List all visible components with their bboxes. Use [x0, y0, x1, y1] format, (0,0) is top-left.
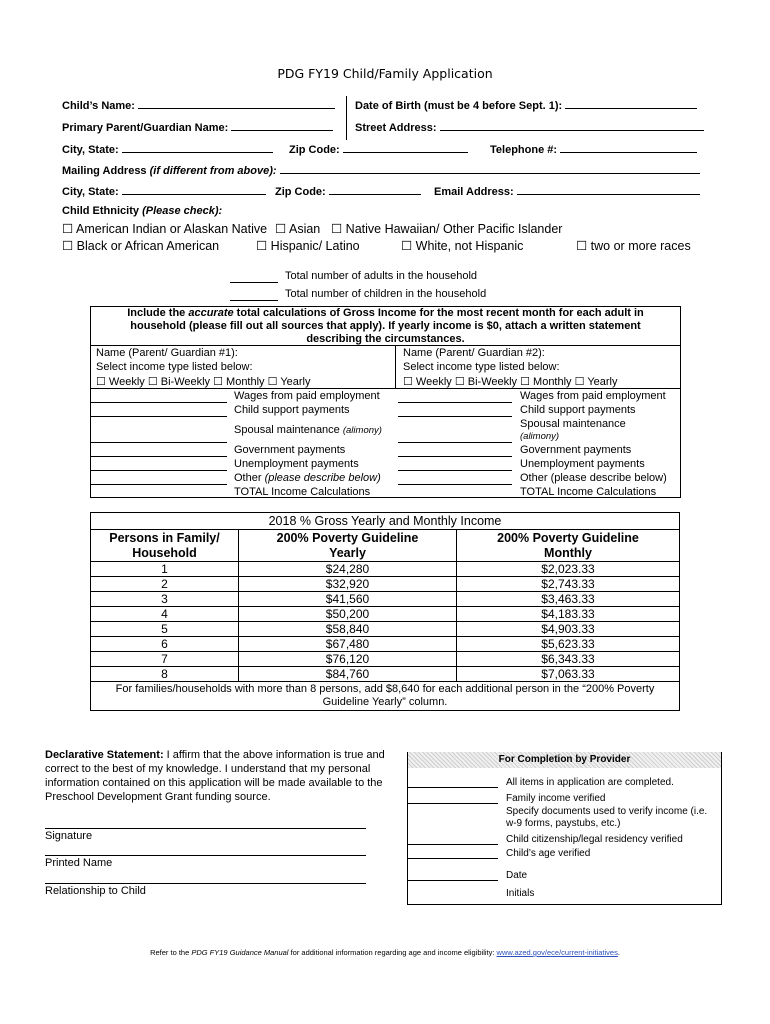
provider-item-documents: Specify documents used to verify income (i.e. [506, 806, 708, 817]
g1-other-label: Other (please describe below) [234, 472, 381, 484]
guardian-2-select-label: Select income type listed below: [403, 361, 560, 373]
g1-government-input[interactable] [91, 456, 227, 457]
yearly-cell: $24,280 [239, 562, 457, 577]
monthly-cell: $3,463.33 [457, 592, 680, 607]
income-header-line-1: Include the accurate total calculations of Gross Income for the most recent month for each adult in [127, 307, 644, 319]
provider-income-line[interactable] [408, 803, 498, 804]
col-monthly-header: 200% Poverty Guideline Monthly [457, 530, 680, 562]
adults-count-input[interactable] [230, 282, 278, 283]
g2-unemployment-label: Unemployment payments [520, 458, 645, 470]
mailing-note: (if different from above): [149, 165, 277, 177]
column-divider [346, 96, 347, 140]
parent-name-label: Primary Parent/Guardian Name: [62, 122, 229, 134]
mailing-input[interactable] [280, 163, 700, 174]
city-state-input[interactable] [122, 142, 273, 153]
provider-box-title: For Completion by Provider [408, 752, 721, 768]
monthly-cell: $5,623.33 [457, 637, 680, 652]
g1-wages-input[interactable] [91, 402, 227, 403]
provider-item-age: Child’s age verified [506, 848, 591, 859]
ethnicity-label [62, 205, 222, 217]
g2-government-input[interactable] [398, 456, 512, 457]
ethnicity-label-note: (Please check): [142, 205, 223, 217]
relationship-line[interactable] [45, 883, 366, 884]
guardian-2-frequency[interactable]: ☐ Weekly ☐ Bi-Weekly ☐ Monthly ☐ Yearly [403, 376, 618, 388]
footer-note: Refer to the PDG FY19 Guidance Manual for additional information regarding age and income eligibility: www.azed.gov/ece/current-initiatives. [150, 948, 620, 957]
guidance-link[interactable]: www.azed.gov/ece/current-initiatives [496, 948, 618, 957]
income-header-divider [90, 345, 681, 346]
g2-child-support-label: Child support payments [520, 404, 636, 416]
g1-child-support-input[interactable] [91, 416, 227, 417]
poverty-table-row [91, 607, 680, 622]
children-label: Total number of children in the household [285, 288, 487, 300]
g2-alimony-note: (alimony) [520, 431, 560, 442]
ethnicity-hispanic[interactable]: ☐ Hispanic/ Latino [256, 239, 360, 253]
provider-item-documents-2: w-9 forms, paystubs, etc.) [506, 818, 621, 829]
g2-spousal-label: Spousal maintenance [520, 418, 626, 430]
col-persons-header: Persons in Family/ Household [91, 530, 239, 562]
guardian-1-select-label: Select income type listed below: [96, 361, 253, 373]
poverty-table-row [91, 667, 680, 682]
g1-child-support-label: Child support payments [234, 404, 350, 416]
income-header-line-2: household (please fill out all sources that apply). If yearly income is $0, attach a written statement [130, 320, 641, 332]
poverty-table-title: 2018 % Gross Yearly and Monthly Income [91, 513, 680, 530]
zip-2-field [275, 184, 421, 198]
provider-item-income: Family income verified [506, 793, 606, 804]
provider-age-line[interactable] [408, 858, 498, 859]
monthly-cell: $6,343.33 [457, 652, 680, 667]
ethnicity-black[interactable]: ☐ Black or African American [62, 239, 220, 253]
signature-label: Signature [45, 830, 93, 842]
children-count-input[interactable] [230, 300, 278, 301]
city-state-2-input[interactable] [122, 184, 266, 195]
street-input[interactable] [440, 120, 704, 131]
income-guardian-divider [395, 345, 396, 388]
g2-wages-input[interactable] [398, 402, 512, 403]
persons-cell: 3 [91, 592, 239, 607]
persons-cell: 8 [91, 667, 239, 682]
g1-wages-label: Wages from paid employment [234, 390, 380, 402]
provider-item-citizenship: Child citizenship/legal residency verified [506, 834, 683, 845]
g1-spousal-label: Spousal maintenance (alimony) [234, 424, 382, 436]
poverty-table-note: For families/households with more than 8 persons, add $8,640 for each additional person in the “200% Poverty Guideline Yearly” column. [91, 682, 680, 711]
poverty-table-row [91, 577, 680, 592]
persons-cell: 6 [91, 637, 239, 652]
zip-input[interactable] [343, 142, 468, 153]
relationship-label: Relationship to Child [45, 885, 146, 897]
provider-citizenship-line[interactable] [408, 844, 498, 845]
provider-item-complete: All items in application are completed. [506, 777, 674, 788]
g2-other-label: Other (please describe below) [520, 472, 667, 484]
income-header [90, 307, 681, 346]
g1-spousal-input[interactable] [91, 442, 227, 443]
yearly-cell: $84,760 [239, 667, 457, 682]
g1-other-input[interactable] [91, 484, 227, 485]
poverty-table-row [91, 652, 680, 667]
persons-cell: 7 [91, 652, 239, 667]
guardian-2-name-label: Name (Parent/ Guardian #2): [403, 347, 545, 359]
provider-complete-line[interactable] [408, 787, 498, 788]
zip-label: Zip Code: [289, 144, 340, 156]
telephone-label: Telephone #: [490, 144, 558, 156]
city-state-2-label: City, State: [62, 186, 119, 198]
yearly-cell: $41,560 [239, 592, 457, 607]
street-label: Street Address: [355, 122, 437, 134]
zip-2-label: Zip Code: [275, 186, 326, 198]
yearly-cell: $50,200 [239, 607, 457, 622]
monthly-cell: $2,023.33 [457, 562, 680, 577]
yearly-cell: $67,480 [239, 637, 457, 652]
poverty-guideline-table [90, 512, 680, 711]
g2-total-label: TOTAL Income Calculations [520, 486, 657, 498]
income-type-divider [90, 388, 681, 389]
dob-input[interactable] [565, 98, 697, 109]
g2-child-support-input[interactable] [398, 416, 512, 417]
poverty-table-row [91, 562, 680, 577]
poverty-table-row [91, 622, 680, 637]
monthly-cell: $2,743.33 [457, 577, 680, 592]
provider-item-initials: Initials [506, 888, 535, 899]
parent-name-field [62, 120, 333, 134]
child-name-field [62, 98, 335, 112]
signature-line[interactable] [45, 828, 366, 829]
telephone-input[interactable] [560, 142, 697, 153]
g2-unemployment-input[interactable] [398, 470, 512, 471]
page-title: PDG FY19 Child/Family Application [277, 66, 493, 81]
monthly-cell: $4,903.33 [457, 622, 680, 637]
g2-other-input[interactable] [398, 484, 512, 485]
printed-name-line[interactable] [45, 855, 366, 856]
g2-wages-label: Wages from paid employment [520, 390, 666, 402]
city-state-label: City, State: [62, 144, 119, 156]
ethnicity-pacific-islander[interactable]: ☐ Native Hawaiian/ Other Pacific Islander [331, 222, 563, 236]
yearly-cell: $32,920 [239, 577, 457, 592]
persons-cell: 5 [91, 622, 239, 637]
printed-name-label: Printed Name [45, 857, 113, 869]
g1-total-label: TOTAL Income Calculations [234, 486, 371, 498]
g2-spousal-input[interactable] [398, 442, 512, 443]
dob-label: Date of Birth (must be 4 before Sept. 1): [355, 100, 563, 112]
ethnicity-american-indian[interactable]: ☐ American Indian or Alaskan Native [62, 222, 268, 236]
g1-unemployment-input[interactable] [91, 470, 227, 471]
child-name-label: Child’s Name: [62, 100, 135, 112]
poverty-table-row [91, 637, 680, 652]
mailing-address-field [62, 163, 700, 177]
yearly-cell: $58,840 [239, 622, 457, 637]
email-field [434, 184, 700, 198]
street-field [355, 120, 704, 134]
monthly-cell: $4,183.33 [457, 607, 680, 622]
child-name-input[interactable] [138, 98, 335, 109]
ethnicity-asian[interactable]: ☐ Asian [275, 222, 321, 236]
ethnicity-two-or-more[interactable]: ☐ two or more races [576, 239, 691, 253]
city-state-field [62, 142, 273, 156]
persons-cell: 1 [91, 562, 239, 577]
zip-2-input[interactable] [329, 184, 421, 195]
parent-name-input[interactable] [231, 120, 333, 131]
ethnicity-white[interactable]: ☐ White, not Hispanic [401, 239, 524, 253]
zip-field [289, 142, 468, 156]
monthly-cell: $7,063.33 [457, 667, 680, 682]
declarative-statement: Declarative Statement: I affirm that the above information is true and correct to the best of my knowledge. I understand that my personal information contained on this application will be made available to the Preschool Development Grant funding source. [45, 749, 385, 803]
guardian-1-frequency[interactable]: ☐ Weekly ☐ Bi-Weekly ☐ Monthly ☐ Yearly [96, 376, 311, 388]
ethnicity-label-text: Child Ethnicity [62, 205, 143, 217]
email-input[interactable] [517, 184, 700, 195]
yearly-cell: $76,120 [239, 652, 457, 667]
persons-cell: 2 [91, 577, 239, 592]
mailing-label: Mailing Address [62, 165, 150, 177]
adults-label: Total number of adults in the household [285, 270, 478, 282]
persons-cell: 4 [91, 607, 239, 622]
city-state-2-field [62, 184, 266, 198]
g1-government-label: Government payments [234, 444, 346, 456]
email-label: Email Address: [434, 186, 514, 198]
guardian-1-name-label: Name (Parent/ Guardian #1): [96, 347, 238, 359]
dob-field [355, 98, 697, 112]
provider-item-date: Date [506, 870, 528, 881]
provider-date-line[interactable] [408, 880, 498, 881]
income-header-line-3: describing the circumstances. [306, 333, 465, 345]
poverty-table-row [91, 592, 680, 607]
telephone-field [490, 142, 697, 156]
g2-government-label: Government payments [520, 444, 632, 456]
col-yearly-header: 200% Poverty Guideline Yearly [239, 530, 457, 562]
g1-unemployment-label: Unemployment payments [234, 458, 359, 470]
